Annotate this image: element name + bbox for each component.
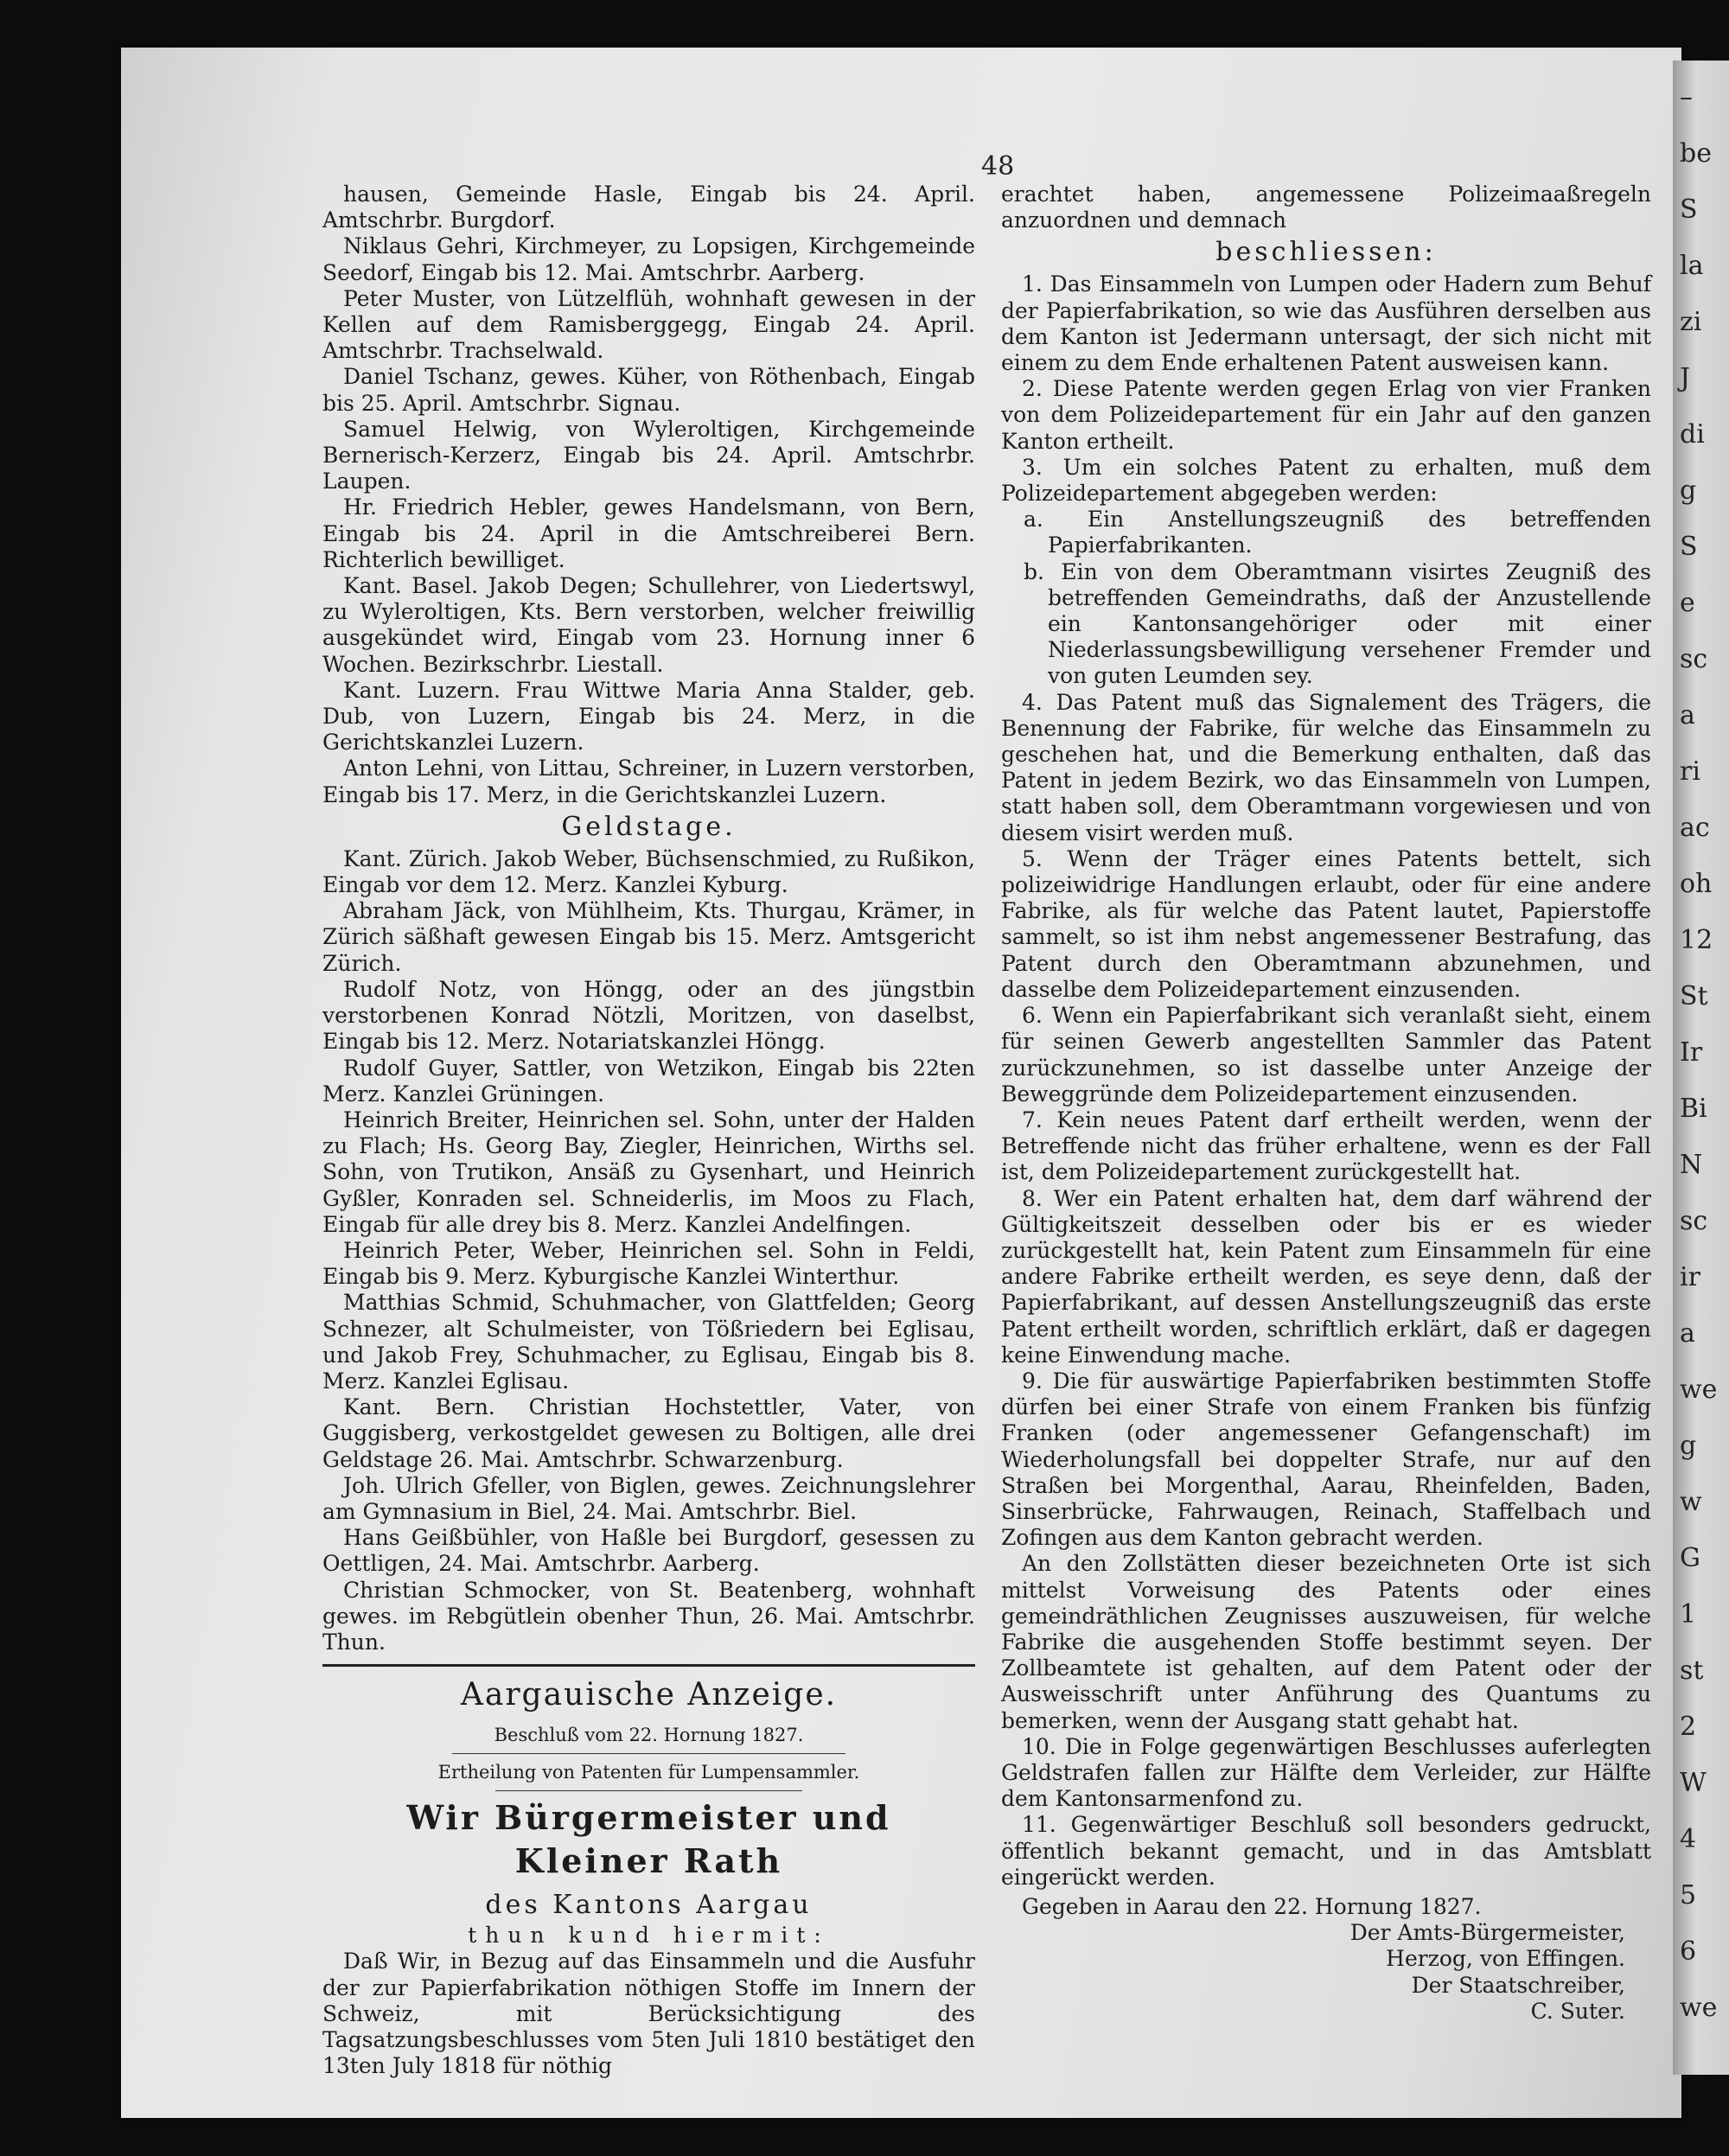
decree-item: 2. Diese Patente werden gegen Erlag von vier Franken von dem Polizeidepartement für ein Jahr auf den ganzen Kanton ertheilt.: [1001, 376, 1651, 454]
geldstag-paragraph: Kant. Bern. Christian Hochstettler, Vater, von Guggisberg, verkostgeldet gewesen zu Boltigen, alle drei Geldstage 26. Mai. Amtschrbr. Schwarzenburg.: [322, 1394, 975, 1472]
adjacent-page-fragment: g: [1680, 475, 1697, 506]
adjacent-page-fragment: zi: [1680, 307, 1702, 337]
aargau-heading: Aargauische Anzeige.: [460, 1677, 838, 1713]
geldstag-paragraph: Heinrich Breiter, Heinrichen sel. Sohn, unter der Halden zu Flach; Hs. Georg Bay, Ziegler, Heinrichen, Wirths sel. Sohn, von Trutikon, Ansäß zu Gysenhart, und Heinrich Gyßler, Konraden sel. Schneiderlis, im Moos zu Flach, Eingab für alle drey bis 8. Merz. Kanzlei Andelfingen.: [322, 1107, 975, 1237]
left-notices: [322, 182, 975, 808]
geldstag-paragraph: Joh. Ulrich Gfeller, von Biglen, gewes. Zeichnungslehrer am Gymnasium in Biel, 24. Mai. Amtschrbr. Biel.: [322, 1472, 975, 1524]
notice-paragraph: hausen, Gemeinde Hasle, Eingab bis 24. April. Amtschrbr. Burgdorf.: [322, 182, 975, 233]
decree-items-4-11: [1001, 690, 1651, 1891]
left-column: [322, 182, 975, 2079]
adjacent-page-fragment: we: [1680, 1993, 1718, 2023]
thin-rule-2: [495, 1790, 802, 1791]
notice-paragraph: Hr. Friedrich Hebler, gewes Handelsmann, von Bern, Eingab bis 24. April in die Amtschreiberei Bern. Richterlich bewilliget.: [322, 494, 975, 572]
adjacent-page-fragment: 6: [1680, 1936, 1697, 1967]
geldstag-paragraph: Rudolf Notz, von Höngg, oder an des jüngstbin verstorbenen Konrad Nötzli, Moritzen, von daselbst, Eingab bis 12. Merz. Notariatskanzlei Höngg.: [322, 976, 975, 1055]
adjacent-page-fragment: 4: [1680, 1824, 1697, 1854]
adjacent-page-fragment: 2: [1680, 1712, 1697, 1742]
signature-line: Der Staatschreiber,: [1411, 1972, 1625, 1998]
given-line: Gegeben in Aarau den 22. Hornung 1827.: [1022, 1894, 1482, 1919]
section-rule: [322, 1664, 975, 1667]
adjacent-page-fragment: ri: [1680, 756, 1700, 787]
decree-item: 4. Das Patent muß das Signalement des Trägers, die Benennung der Fabrike, für welche das Einsammeln zu geschehen hat, und die Bemerkung enthalten, daß das Patent in jedem Bezirk, wo das Einsammeln von Lumpen, statt haben soll, dem Oberamtmann vorgewiesen und von diesem visirt werden muß.: [1001, 689, 1651, 845]
adjacent-page-fragment: la: [1680, 251, 1704, 281]
signatures: [1001, 1920, 1651, 2025]
decree-item: An den Zollstätten dieser bezeichneten Orte ist sich mittelst Vorweisung des Patents oder eines gemeindräthlichen Zeugnisses auszuweisen, für welche Fabrike die ausgehenden Stoffe bestimmt seyen. Der Zollbeamtete ist gehalten, auf dem Patent oder der Ausweisschrift unter Anführung des Quantums zu bemerken, wenn der Ausgang statt gehabt hat.: [1001, 1551, 1651, 1733]
notice-paragraph: Samuel Helwig, von Wyleroltigen, Kirchgemeinde Bernerisch-Kerzerz, Eingab bis 24. April. Amtschrbr. Laupen.: [322, 416, 975, 494]
decree-subitem: b. Ein von dem Oberamtmann visirtes Zeugniß des betreffenden Gemeindraths, daß der Anzustellende ein Kantonsangehöriger oder mit einer Niederlassungsbewilligung versehener Fremder und von guten Leumden sey.: [1024, 558, 1651, 689]
decree-subitems: [1001, 507, 1651, 689]
kanton-line: des Kantons Aargau: [485, 1890, 813, 1921]
adjacent-page-fragment: Ir: [1680, 1037, 1703, 1068]
signature-line: C. Suter.: [1530, 1998, 1625, 2024]
decree-item: 5. Wenn der Träger eines Patents bettelt, sich polizeiwidrige Handlungen erlaubt, oder für eine andere Fabrike, als für welche das Patent lautet, Papierstoffe sammelt, so ist ihm nebst angemessener Bestrafung, das Patent durch den Oberamtmann abzunehmen, und dasselbe dem Polizeidepartement einzusenden.: [1001, 845, 1651, 1002]
right-column: [1001, 182, 1651, 2025]
adjacent-page-fragment: W: [1680, 1768, 1707, 1798]
adjacent-page-fragment: we: [1680, 1375, 1718, 1405]
geldstag-paragraph: Heinrich Peter, Weber, Heinrichen sel. Sohn in Feldi, Eingab bis 9. Merz. Kyburgische Kanzlei Winterthur.: [322, 1237, 975, 1290]
adjacent-page-fragment: g: [1680, 1431, 1697, 1461]
adjacent-page-fragment: di: [1680, 419, 1705, 450]
adjacent-page-fragment: sc: [1680, 1206, 1708, 1236]
thin-rule-1: [452, 1753, 845, 1754]
geldstag-paragraph: Hans Geißbühler, von Haßle bei Burgdorf, gesessen zu Oettligen, 24. Mai. Amtschrbr. Aarberg.: [322, 1525, 975, 1577]
adjacent-page-fragment: st: [1680, 1655, 1704, 1686]
adjacent-page-fragment: oh: [1680, 869, 1713, 899]
adjacent-page-fragment: ac: [1680, 813, 1710, 843]
adjacent-page-fragment: 5: [1680, 1880, 1697, 1910]
adjacent-page-fragment: S: [1680, 532, 1698, 562]
adjacent-page-fragment: e: [1680, 588, 1695, 618]
adjacent-page-fragment: St: [1680, 981, 1708, 1011]
notice-paragraph: Peter Muster, von Lützelflüh, wohnhaft gewesen in der Kellen auf dem Ramisberggegg, Eingab 24. April. Amtschrbr. Trachselwald.: [322, 285, 975, 364]
adjacent-page-fragment: a: [1680, 1318, 1695, 1349]
geldstag-paragraph: Christian Schmocker, von St. Beatenberg, wohnhaft gewes. im Rebgütlein obenher Thun, 26. Mai. Amtschrbr. Thun.: [322, 1577, 975, 1655]
geldstage-notices: [322, 846, 975, 1655]
right-top-line: erachtet haben, angemessene Polizeimaaßregeln anzuordnen und demnach: [1001, 182, 1651, 233]
adjacent-page-fragment: ir: [1680, 1262, 1700, 1292]
wir-line: Wir Bürgermeister und Kleiner Rath: [406, 1798, 891, 1881]
adjacent-page-fragment: w: [1680, 1487, 1702, 1517]
beschliessen-heading: beschliessen:: [1215, 237, 1437, 268]
geldstag-paragraph: Kant. Zürich. Jakob Weber, Büchsenschmied, zu Rußikon, Eingab vor dem 12. Merz. Kanzlei Kyburg.: [322, 845, 975, 898]
beschluss-line: Beschluß vom 22. Hornung 1827.: [494, 1725, 804, 1746]
adjacent-page-fragment: S: [1680, 195, 1698, 225]
decree-subitem: a. Ein Anstellungszeugniß des betreffenden Papierfabrikanten.: [1024, 507, 1651, 558]
decree-item: 8. Wer ein Patent erhalten hat, dem darf während der Gültigkeitszeit desselben oder bis er es wieder zurückgestellt hat, kein Patent zum Einsammeln für eine andere Fabrike ertheilt werden, es seye denn, daß der Papierfabrikant, auf dessen Anstellungszeugniß das erste Patent ertheilt worden, schriftlich erklärt, daß er dagegen keine Einwendung mache.: [1001, 1185, 1651, 1368]
adjacent-page-fragment: J: [1680, 363, 1691, 393]
decree-item: 1. Das Einsammeln von Lumpen oder Hadern zum Behuf der Papierfabrikation, so wie das Ausführen derselben aus dem Kanton ist Jedermann untersagt, der sich nicht mit einem zu dem Ende erhaltenen Patent ausweisen kann.: [1001, 271, 1651, 376]
notice-paragraph: Daniel Tschanz, gewes. Küher, von Röthenbach, Eingab bis 25. April. Amtschrbr. Signau.: [322, 364, 975, 416]
geldstag-paragraph: Matthias Schmid, Schuhmacher, von Glattfelden; Georg Schnezer, alt Schulmeister, von Tößriedern bei Eglisau, und Jakob Frey, Schuhmacher, zu Eglisau, Eingab bis 8. Merz. Kanzlei Eglisau.: [322, 1290, 975, 1394]
signature-line: Der Amts-Bürgermeister,: [1349, 1920, 1625, 1946]
geldstag-paragraph: Rudolf Guyer, Sattler, von Wetzikon, Eingab bis 22ten Merz. Kanzlei Grüningen.: [322, 1055, 975, 1107]
decree-item: 6. Wenn ein Papierfabrikant sich veranlaßt sieht, einem für seinen Gewerb angestellten Sammler das Patent zurückzunehmen, so ist dasselbe unter Anzeige der Beweggründe dem Polizeidepartement einzusenden.: [1001, 1003, 1651, 1107]
decree-item: 9. Die für auswärtige Papierfabriken bestimmten Stoffe dürfen bei einer Strafe von einem Franken bis fünfzig Franken (oder angemessener Gefangenschaft) im Wiederholungsfall bei doppelter Strafe, nur auf den Straßen bei Morgenthal, Aarau, Rheinfelden, Baden, Sinserbrücke, Fahrwaugen, Reinach, Staffelbach und Zofingen aus dem Kanton gebracht werden.: [1001, 1368, 1651, 1551]
adjacent-page-fragment: 1: [1680, 1599, 1697, 1630]
decree-item: 11. Gegenwärtiger Beschluß soll besonders gedruckt, öffentlich bekannt gemacht, und in das Amtsblatt eingerückt werden.: [1001, 1812, 1651, 1890]
adjacent-page-fragment: –: [1680, 82, 1693, 112]
kund-line: thun kund hiermit:: [468, 1923, 830, 1949]
notice-paragraph: Kant. Basel. Jakob Degen; Schullehrer, von Liedertswyl, zu Wyleroltigen, Kts. Bern verstorben, welcher freiwillig ausgekündet wird, Eingab vom 23. Hornung inner 6 Wochen. Bezirkschrbr. Liestall.: [322, 573, 975, 677]
page-number: 48: [981, 151, 1015, 182]
decree-item: 10. Die in Folge gegenwärtigen Beschlusses auferlegten Geldstrafen fallen zur Hälfte dem Verleider, zur Hälfte dem Kantonsarmenfond zu.: [1001, 1733, 1651, 1812]
adjacent-page-fragment: 12: [1680, 925, 1713, 955]
geldstage-heading: Geldstage.: [561, 811, 737, 842]
decree-item: 3. Um ein solches Patent zu erhalten, muß dem Polizeidepartement abgegeben werden:: [1001, 454, 1651, 507]
adjacent-page-fragment: G: [1680, 1543, 1700, 1573]
adjacent-page-fragment: a: [1680, 700, 1695, 730]
signature-line: Herzog, von Effingen.: [1386, 1946, 1625, 1972]
geldstag-paragraph: Abraham Jäck, von Mühlheim, Kts. Thurgau, Krämer, in Zürich säßhaft gewesen Eingab bis 15. Merz. Amtsgericht Zürich.: [322, 898, 975, 976]
adjacent-page-fragment: Bi: [1680, 1094, 1707, 1124]
notice-paragraph: Anton Lehni, von Littau, Schreiner, in Luzern verstorben, Eingab bis 17. Merz, in die Gerichtskanzlei Luzern.: [322, 756, 975, 807]
decree-item: 7. Kein neues Patent darf ertheilt werden, wenn der Betreffende nicht das früher erhaltene, wenn es der Fall ist, dem Polizeidepartement zurückgestellt hat.: [1001, 1107, 1651, 1185]
intro-paragraph: Daß Wir, in Bezug auf das Einsammeln und die Ausfuhr der zur Papierfabrikation nöthigen Stoffe im Innern der Schweiz, mit Berücksichtigung des Tagsatzungsbeschlusses vom 5ten Juli 1810 bestätiget den 13ten July 1818 für nöthig: [322, 1949, 975, 2079]
adjacent-page-fragment: N: [1680, 1150, 1703, 1180]
notice-paragraph: Niklaus Gehri, Kirchmeyer, zu Lopsigen, Kirchgemeinde Seedorf, Eingab bis 12. Mai. Amtschrbr. Aarberg.: [322, 233, 975, 285]
adjacent-page-fragment: sc: [1680, 644, 1708, 674]
adjacent-page-edge: [1673, 61, 1729, 2075]
erteilung-line: Ertheilung von Patenten für Lumpensammler.: [437, 1762, 860, 1783]
adjacent-page-fragment: be: [1680, 138, 1712, 169]
decree-items-1-3: [1001, 271, 1651, 507]
notice-paragraph: Kant. Luzern. Frau Wittwe Maria Anna Stalder, geb. Dub, von Luzern, Eingab bis 24. Merz, in die Gerichtskanzlei Luzern.: [322, 677, 975, 756]
